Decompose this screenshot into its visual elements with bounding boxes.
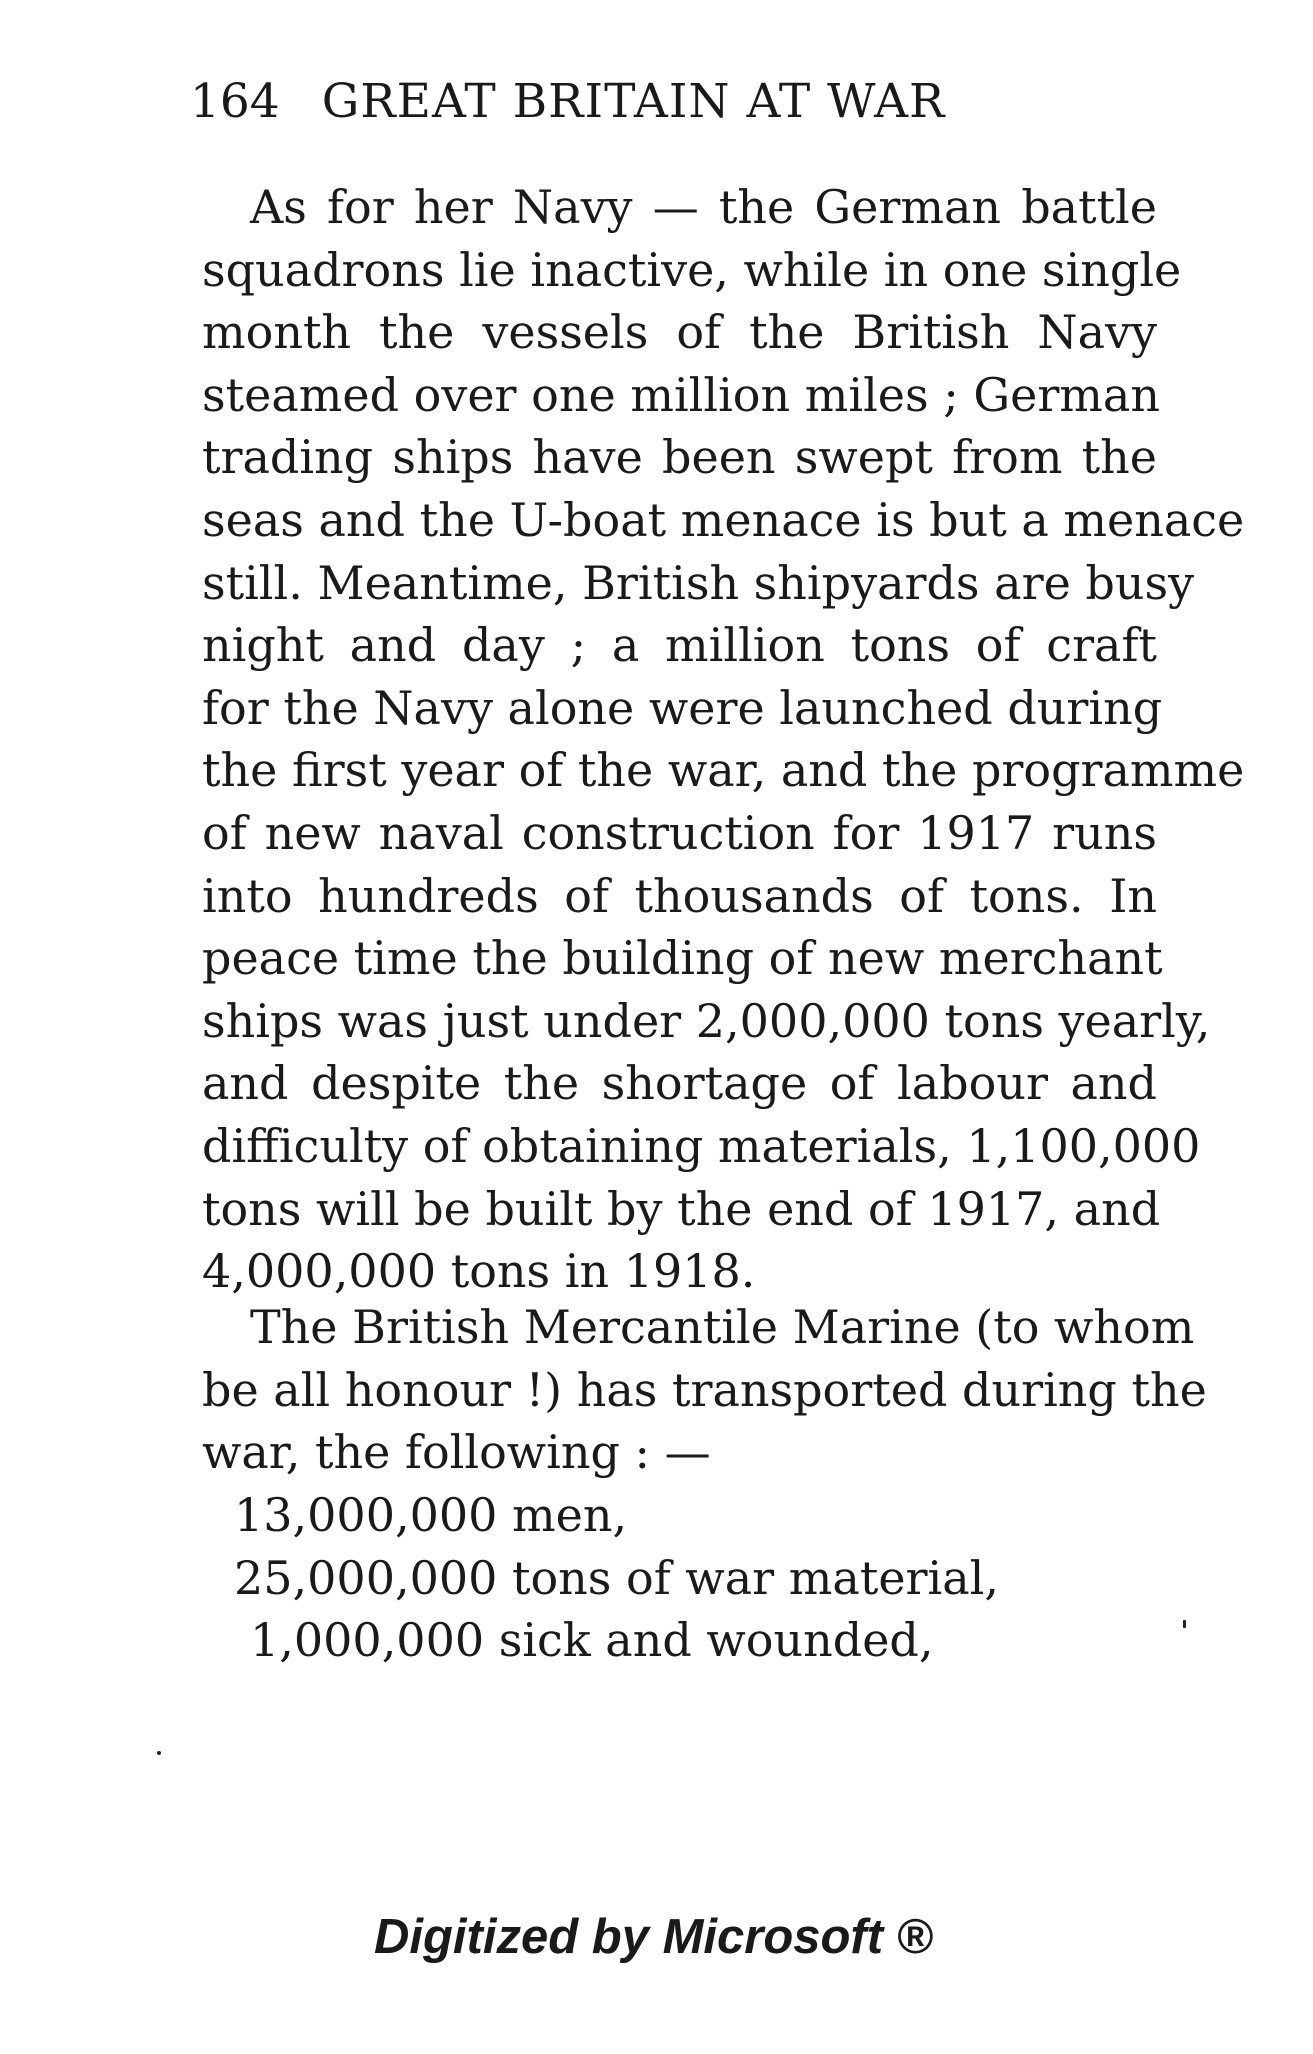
scan-speck — [157, 1751, 161, 1755]
text-line: war, the following : — — [202, 1425, 711, 1480]
text-line: ships was just under 2,000,000 tons yearly, — [202, 993, 1211, 1048]
paragraph-mercantile-marine — [202, 1296, 1207, 1484]
text-line: the first year of the war, and the programme — [202, 743, 1245, 798]
list-item: 1,000,000 sick and wounded, — [250, 1613, 934, 1668]
text-line: night and day ; a million tons of craft — [202, 618, 1157, 673]
page-header — [190, 72, 945, 132]
text-line: steamed over one million miles ; German — [202, 367, 1160, 422]
scan-speck — [1183, 1620, 1186, 1628]
digitized-watermark: Digitized by Microsoft ® — [374, 1910, 933, 1964]
text-line: difficulty of obtaining materials, 1,100,000 — [202, 1118, 1201, 1173]
list-item: 13,000,000 men, — [234, 1488, 628, 1542]
text-line: for the Navy alone were launched during — [202, 680, 1163, 735]
page-number: 164 — [190, 74, 280, 129]
text-line: The British Mercantile Marine (to whom — [250, 1300, 1195, 1354]
text-line: As for her Navy — the German battle — [250, 180, 1157, 234]
list-item: 25,000,000 tons of war material, — [234, 1550, 999, 1605]
text-line: month the vessels of the British Navy — [202, 305, 1157, 360]
text-line: into hundreds of thousands of tons. In — [202, 868, 1157, 923]
text-line: 4,000,000 tons in 1918. — [202, 1244, 756, 1299]
text-line: still. Meantime, British shipyards are busy — [202, 555, 1195, 610]
text-line: trading ships have been swept from the — [202, 430, 1157, 485]
text-line: tons will be built by the end of 1917, and — [202, 1181, 1161, 1236]
text-line: of new naval construction for 1917 runs — [202, 805, 1157, 860]
text-line: peace time the building of new merchant — [202, 931, 1163, 986]
transport-list — [202, 1484, 999, 1672]
paragraph-navy — [202, 176, 1245, 1303]
text-line: seas and the U-boat menace is but a menace — [202, 492, 1245, 547]
running-title: GREAT BRITAIN AT WAR — [321, 74, 946, 129]
text-line: squadrons lie inactive, while in one single — [202, 242, 1182, 297]
text-line: be all honour !) has transported during the — [202, 1362, 1207, 1417]
text-line: and despite the shortage of labour and — [202, 1056, 1157, 1111]
